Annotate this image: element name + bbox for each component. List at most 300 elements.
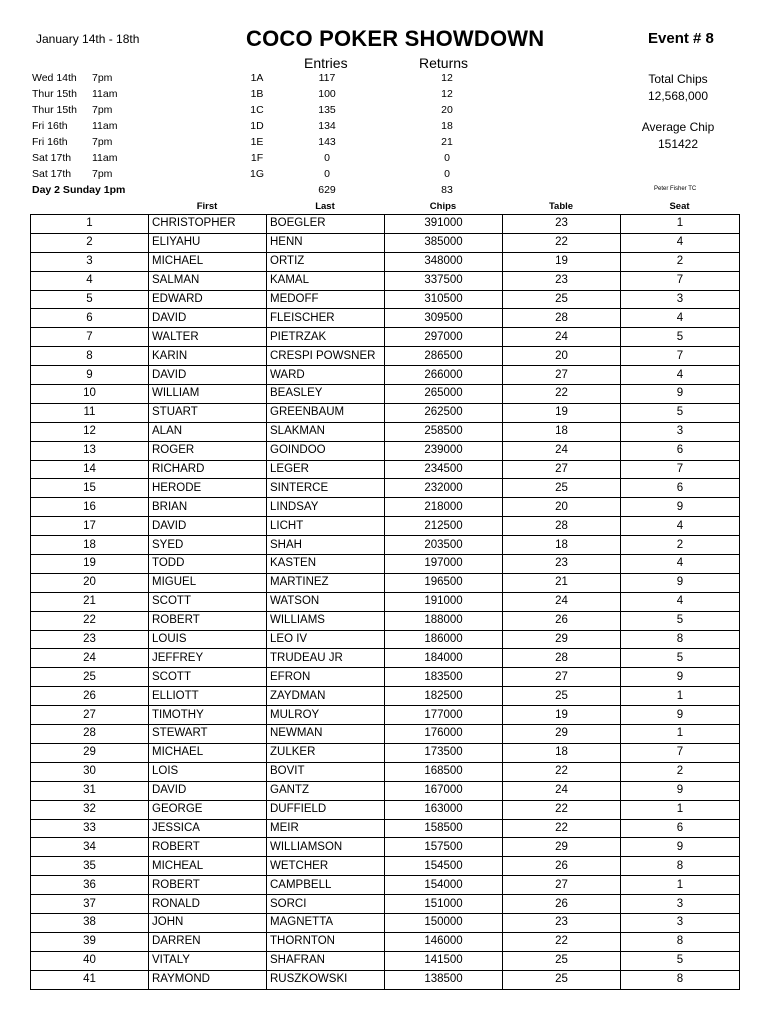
chips-cell: 154000	[385, 876, 503, 895]
chips-cell: 173500	[385, 743, 503, 762]
table-row	[31, 611, 740, 630]
first-name-cell: MICHAEL	[149, 252, 267, 271]
total-chips-value: 12,568,000	[647, 89, 709, 103]
first-name-cell: STUART	[149, 403, 267, 422]
table-row	[31, 555, 740, 574]
chips-cell: 297000	[385, 328, 503, 347]
chips-cell: 168500	[385, 762, 503, 781]
first-name-cell: DAVID	[149, 366, 267, 385]
rank-cell: 8	[31, 347, 149, 366]
chips-cell: 197000	[385, 555, 503, 574]
last-name-cell: SINTERCE	[267, 479, 385, 498]
table-row	[31, 895, 740, 914]
seat-cell: 1	[621, 725, 740, 744]
schedule-day: Sat 17th	[32, 152, 72, 164]
average-chip-label: Average Chip	[641, 120, 715, 134]
rank-cell: 5	[31, 290, 149, 309]
last-name-cell: WATSON	[267, 592, 385, 611]
first-name-cell: WILLIAM	[149, 385, 267, 404]
rank-cell: 16	[31, 498, 149, 517]
total-returns: 83	[441, 184, 453, 196]
table-row	[31, 347, 740, 366]
first-name-cell: DARREN	[149, 932, 267, 951]
table-number-cell: 22	[503, 385, 621, 404]
table-number-cell: 19	[503, 706, 621, 725]
schedule-row	[32, 72, 512, 88]
seat-cell: 5	[621, 328, 740, 347]
chips-cell: 391000	[385, 215, 503, 234]
chips-cell: 286500	[385, 347, 503, 366]
chips-cell: 138500	[385, 970, 503, 989]
chips-cell: 188000	[385, 611, 503, 630]
table-row	[31, 385, 740, 404]
last-name-cell: GREENBAUM	[267, 403, 385, 422]
table-row	[31, 328, 740, 347]
seat-cell: 9	[621, 781, 740, 800]
chips-cell: 262500	[385, 403, 503, 422]
rank-cell: 38	[31, 913, 149, 932]
table-row	[31, 970, 740, 989]
seat-cell: 3	[621, 895, 740, 914]
first-name-cell: JESSICA	[149, 819, 267, 838]
day2-label: Day 2 Sunday 1pm	[32, 184, 126, 196]
table-row	[31, 913, 740, 932]
last-name-cell: GANTZ	[267, 781, 385, 800]
rank-cell: 1	[31, 215, 149, 234]
table-row	[31, 781, 740, 800]
seat-cell: 8	[621, 932, 740, 951]
table-number-cell: 19	[503, 403, 621, 422]
rank-cell: 11	[31, 403, 149, 422]
total-chips-label: Total Chips	[648, 72, 708, 86]
first-name-cell: DAVID	[149, 781, 267, 800]
chips-cell: 191000	[385, 592, 503, 611]
rank-cell: 33	[31, 819, 149, 838]
schedule-flight: 1A	[250, 72, 264, 84]
seat-cell: 9	[621, 498, 740, 517]
rank-cell: 13	[31, 441, 149, 460]
chips-cell: 177000	[385, 706, 503, 725]
first-name-cell: BRIAN	[149, 498, 267, 517]
table-number-cell: 20	[503, 498, 621, 517]
seat-cell: 7	[621, 347, 740, 366]
first-name-cell: ROBERT	[149, 876, 267, 895]
table-number-cell: 18	[503, 422, 621, 441]
first-name-cell: KARIN	[149, 347, 267, 366]
first-name-cell: DAVID	[149, 309, 267, 328]
schedule-entries: 117	[318, 72, 336, 84]
last-name-cell: SLAKMAN	[267, 422, 385, 441]
last-name-cell: THORNTON	[267, 932, 385, 951]
table-number-cell: 21	[503, 573, 621, 592]
last-name-cell: ZAYDMAN	[267, 687, 385, 706]
schedule-flight: 1G	[249, 168, 264, 180]
chips-cell: 163000	[385, 800, 503, 819]
last-name-cell: EFRON	[267, 668, 385, 687]
seat-cell: 3	[621, 422, 740, 441]
table-row	[31, 252, 740, 271]
table-number-cell: 23	[503, 271, 621, 290]
last-name-cell: SHAFRAN	[267, 951, 385, 970]
last-name-cell: WILLIAMS	[267, 611, 385, 630]
schedule-entries: 134	[318, 120, 336, 132]
table-row	[31, 649, 740, 668]
last-name-cell: TRUDEAU JR	[267, 649, 385, 668]
table-row	[31, 668, 740, 687]
credit-note: Peter Fisher TC	[654, 186, 697, 192]
event-dates: January 14th - 18th	[36, 32, 140, 46]
chips-cell: 158500	[385, 819, 503, 838]
rank-cell: 32	[31, 800, 149, 819]
first-name-cell: RAYMOND	[149, 970, 267, 989]
rank-cell: 18	[31, 536, 149, 555]
rank-cell: 9	[31, 366, 149, 385]
schedule-returns: 0	[444, 152, 450, 164]
last-name-cell: MULROY	[267, 706, 385, 725]
seat-cell: 4	[621, 555, 740, 574]
schedule-returns: 18	[441, 120, 453, 132]
rank-cell: 10	[31, 385, 149, 404]
rank-cell: 17	[31, 517, 149, 536]
last-name-cell: HENN	[267, 233, 385, 252]
first-name-cell: RONALD	[149, 895, 267, 914]
schedule-flight: 1E	[250, 136, 264, 148]
chips-cell: 150000	[385, 913, 503, 932]
chips-cell: 266000	[385, 366, 503, 385]
rank-cell: 2	[31, 233, 149, 252]
table-number-cell: 25	[503, 951, 621, 970]
seat-cell: 5	[621, 951, 740, 970]
last-name-cell: WETCHER	[267, 857, 385, 876]
chips-cell: 157500	[385, 838, 503, 857]
rank-cell: 19	[31, 555, 149, 574]
rank-cell: 22	[31, 611, 149, 630]
seat-cell: 9	[621, 838, 740, 857]
rank-cell: 29	[31, 743, 149, 762]
rank-cell: 28	[31, 725, 149, 744]
table-row	[31, 800, 740, 819]
chips-cell: 183500	[385, 668, 503, 687]
chips-cell: 310500	[385, 290, 503, 309]
rank-cell: 12	[31, 422, 149, 441]
schedule-returns: 20	[441, 104, 453, 116]
schedule-day: Fri 16th	[32, 136, 68, 148]
rank-cell: 4	[31, 271, 149, 290]
chips-cell: 182500	[385, 687, 503, 706]
seat-cell: 1	[621, 876, 740, 895]
schedule-time: 11am	[92, 152, 118, 164]
table-row	[31, 441, 740, 460]
flight-schedule	[32, 72, 512, 200]
first-name-cell: JOHN	[149, 913, 267, 932]
table-number-cell: 25	[503, 290, 621, 309]
seat-cell: 1	[621, 687, 740, 706]
first-name-cell: TIMOTHY	[149, 706, 267, 725]
first-name-cell: ELLIOTT	[149, 687, 267, 706]
column-header-chips: Chips	[429, 201, 457, 212]
table-number-cell: 22	[503, 762, 621, 781]
rank-cell: 39	[31, 932, 149, 951]
schedule-row	[32, 136, 512, 152]
table-number-cell: 27	[503, 366, 621, 385]
last-name-cell: DUFFIELD	[267, 800, 385, 819]
schedule-row	[32, 88, 512, 104]
first-name-cell: WALTER	[149, 328, 267, 347]
table-row	[31, 233, 740, 252]
table-row	[31, 951, 740, 970]
rank-cell: 15	[31, 479, 149, 498]
seat-cell: 1	[621, 800, 740, 819]
last-name-cell: FLEISCHER	[267, 309, 385, 328]
table-number-cell: 23	[503, 913, 621, 932]
last-name-cell: WARD	[267, 366, 385, 385]
table-row	[31, 403, 740, 422]
last-name-cell: MAGNETTA	[267, 913, 385, 932]
first-name-cell: STEWART	[149, 725, 267, 744]
table-number-cell: 26	[503, 857, 621, 876]
schedule-returns: 12	[441, 88, 453, 100]
last-name-cell: LEGER	[267, 460, 385, 479]
table-number-cell: 26	[503, 895, 621, 914]
last-name-cell: SORCI	[267, 895, 385, 914]
schedule-entries: 135	[318, 104, 336, 116]
first-name-cell: ROBERT	[149, 611, 267, 630]
chips-cell: 146000	[385, 932, 503, 951]
first-name-cell: ROBERT	[149, 838, 267, 857]
table-number-cell: 24	[503, 592, 621, 611]
first-name-cell: SALMAN	[149, 271, 267, 290]
first-name-cell: GEORGE	[149, 800, 267, 819]
schedule-returns: 21	[441, 136, 453, 148]
seat-cell: 2	[621, 762, 740, 781]
table-number-cell: 20	[503, 347, 621, 366]
schedule-entries: 0	[324, 168, 330, 180]
table-number-cell: 22	[503, 233, 621, 252]
rank-cell: 36	[31, 876, 149, 895]
table-row	[31, 536, 740, 555]
last-name-cell: RUSZKOWSKI	[267, 970, 385, 989]
seat-cell: 8	[621, 857, 740, 876]
seat-cell: 9	[621, 706, 740, 725]
chips-cell: 218000	[385, 498, 503, 517]
schedule-time: 11am	[92, 120, 118, 132]
rank-cell: 7	[31, 328, 149, 347]
table-number-cell: 25	[503, 970, 621, 989]
chips-cell: 186000	[385, 630, 503, 649]
rank-cell: 6	[31, 309, 149, 328]
schedule-day: Sat 17th	[32, 168, 72, 180]
last-name-cell: MEIR	[267, 819, 385, 838]
chips-cell: 151000	[385, 895, 503, 914]
schedule-time: 11am	[92, 88, 118, 100]
chips-cell: 203500	[385, 536, 503, 555]
chips-cell: 234500	[385, 460, 503, 479]
schedule-day: Wed 14th	[32, 72, 77, 84]
chips-cell: 232000	[385, 479, 503, 498]
page-title: COCO POKER SHOWDOWN	[246, 26, 545, 51]
schedule-returns: 0	[444, 168, 450, 180]
first-name-cell: MIGUEL	[149, 573, 267, 592]
seat-cell: 5	[621, 611, 740, 630]
table-row	[31, 876, 740, 895]
schedule-returns: 12	[441, 72, 453, 84]
table-number-cell: 19	[503, 252, 621, 271]
last-name-cell: NEWMAN	[267, 725, 385, 744]
average-chip-value: 151422	[657, 137, 699, 151]
chips-cell: 176000	[385, 725, 503, 744]
schedule-day: Thur 15th	[32, 88, 77, 100]
table-row	[31, 290, 740, 309]
rank-cell: 31	[31, 781, 149, 800]
rank-cell: 35	[31, 857, 149, 876]
chips-cell: 154500	[385, 857, 503, 876]
schedule-flight: 1F	[250, 152, 264, 164]
table-number-cell: 27	[503, 668, 621, 687]
seat-cell: 5	[621, 403, 740, 422]
chips-cell: 258500	[385, 422, 503, 441]
seat-cell: 6	[621, 819, 740, 838]
table-row	[31, 498, 740, 517]
last-name-cell: ZULKER	[267, 743, 385, 762]
rank-cell: 23	[31, 630, 149, 649]
seat-cell: 7	[621, 743, 740, 762]
seat-cell: 2	[621, 536, 740, 555]
chips-cell: 184000	[385, 649, 503, 668]
chips-cell: 309500	[385, 309, 503, 328]
table-number-cell: 28	[503, 649, 621, 668]
first-name-cell: MICHEAL	[149, 857, 267, 876]
seat-cell: 8	[621, 630, 740, 649]
first-name-cell: VITALY	[149, 951, 267, 970]
seat-cell: 3	[621, 290, 740, 309]
seat-cell: 9	[621, 573, 740, 592]
table-row	[31, 762, 740, 781]
table-row	[31, 517, 740, 536]
table-row	[31, 460, 740, 479]
schedule-entries: 0	[324, 152, 330, 164]
seat-cell: 9	[621, 668, 740, 687]
chips-cell: 167000	[385, 781, 503, 800]
seat-cell: 7	[621, 271, 740, 290]
returns-header: Returns	[419, 55, 469, 71]
last-name-cell: BEASLEY	[267, 385, 385, 404]
first-name-cell: RICHARD	[149, 460, 267, 479]
first-name-cell: SCOTT	[149, 668, 267, 687]
schedule-row	[32, 104, 512, 120]
event-number: Event # 8	[648, 30, 714, 47]
schedule-total-row	[32, 184, 512, 200]
first-name-cell: SCOTT	[149, 592, 267, 611]
last-name-cell: CAMPBELL	[267, 876, 385, 895]
chips-cell: 385000	[385, 233, 503, 252]
seat-cell: 9	[621, 385, 740, 404]
rank-cell: 41	[31, 970, 149, 989]
last-name-cell: SHAH	[267, 536, 385, 555]
last-name-cell: KAMAL	[267, 271, 385, 290]
first-name-cell: ELIYAHU	[149, 233, 267, 252]
table-row	[31, 366, 740, 385]
seat-cell: 6	[621, 479, 740, 498]
first-name-cell: MICHAEL	[149, 743, 267, 762]
table-number-cell: 22	[503, 800, 621, 819]
total-entries: 629	[318, 184, 336, 196]
column-header-table: Table	[548, 201, 574, 212]
first-name-cell: ALAN	[149, 422, 267, 441]
table-row	[31, 215, 740, 234]
chips-cell: 337500	[385, 271, 503, 290]
table-number-cell: 27	[503, 460, 621, 479]
table-row	[31, 479, 740, 498]
last-name-cell: KASTEN	[267, 555, 385, 574]
table-number-cell: 18	[503, 743, 621, 762]
table-row	[31, 573, 740, 592]
rank-cell: 40	[31, 951, 149, 970]
table-row	[31, 857, 740, 876]
chips-cell: 141500	[385, 951, 503, 970]
chip-count-table	[30, 214, 740, 990]
first-name-cell: JEFFREY	[149, 649, 267, 668]
rank-cell: 37	[31, 895, 149, 914]
seat-cell: 8	[621, 970, 740, 989]
table-number-cell: 24	[503, 328, 621, 347]
table-row	[31, 932, 740, 951]
schedule-time: 7pm	[92, 168, 113, 180]
seat-cell: 4	[621, 592, 740, 611]
table-number-cell: 29	[503, 630, 621, 649]
last-name-cell: ORTIZ	[267, 252, 385, 271]
table-number-cell: 25	[503, 687, 621, 706]
seat-cell: 1	[621, 215, 740, 234]
table-number-cell: 24	[503, 781, 621, 800]
last-name-cell: BOVIT	[267, 762, 385, 781]
table-row	[31, 706, 740, 725]
schedule-time: 7pm	[92, 136, 113, 148]
schedule-flight: 1B	[250, 88, 264, 100]
last-name-cell: CRESPI POWSNER	[267, 347, 385, 366]
table-number-cell: 24	[503, 441, 621, 460]
rank-cell: 24	[31, 649, 149, 668]
first-name-cell: DAVID	[149, 517, 267, 536]
table-row	[31, 309, 740, 328]
rank-cell: 26	[31, 687, 149, 706]
schedule-time: 7pm	[92, 72, 113, 84]
rank-cell: 34	[31, 838, 149, 857]
table-number-cell: 28	[503, 309, 621, 328]
rank-cell: 14	[31, 460, 149, 479]
table-row	[31, 838, 740, 857]
column-header-seat: Seat	[669, 201, 690, 212]
last-name-cell: MEDOFF	[267, 290, 385, 309]
seat-cell: 4	[621, 366, 740, 385]
table-number-cell: 23	[503, 215, 621, 234]
last-name-cell: WILLIAMSON	[267, 838, 385, 857]
schedule-flight: 1C	[250, 104, 264, 116]
table-row	[31, 630, 740, 649]
first-name-cell: LOUIS	[149, 630, 267, 649]
column-header-last: Last	[315, 201, 335, 212]
table-number-cell: 23	[503, 555, 621, 574]
rank-cell: 21	[31, 592, 149, 611]
table-number-cell: 22	[503, 932, 621, 951]
last-name-cell: PIETRZAK	[267, 328, 385, 347]
last-name-cell: LICHT	[267, 517, 385, 536]
table-number-cell: 26	[503, 611, 621, 630]
table-number-cell: 27	[503, 876, 621, 895]
first-name-cell: LOIS	[149, 762, 267, 781]
last-name-cell: GOINDOO	[267, 441, 385, 460]
table-number-cell: 25	[503, 479, 621, 498]
table-number-cell: 29	[503, 725, 621, 744]
